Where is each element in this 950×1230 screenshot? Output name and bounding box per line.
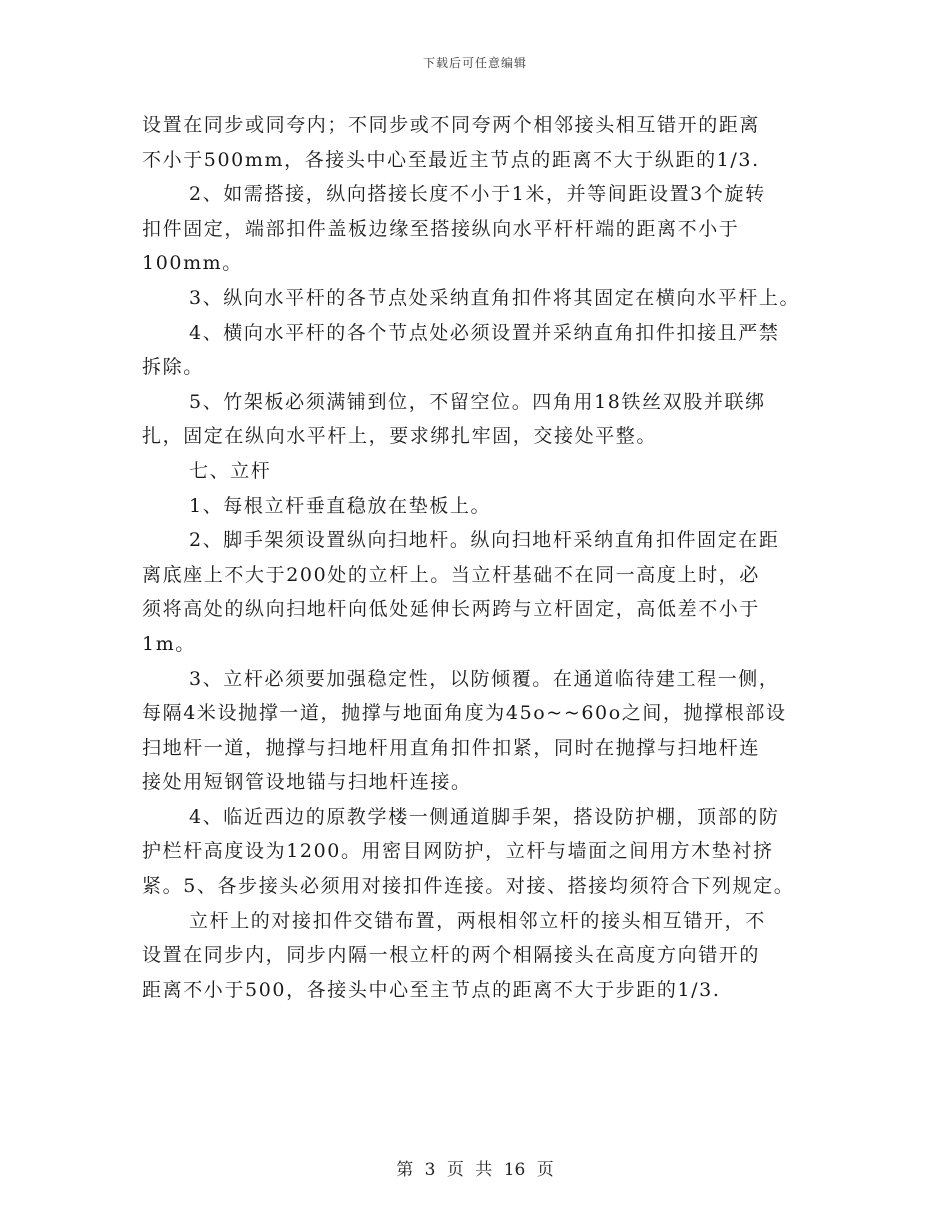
text-line: 3、纵向水平杆的各节点处采纳直角扣件将其固定在横向水平杆上。	[189, 286, 801, 309]
text-line: 100mm。	[142, 252, 243, 275]
page-number: 第 3 页 共 16 页	[396, 1160, 554, 1180]
text-line: 立杆上的对接扣件交错布置，两根相邻立杆的接头相互错开，不	[189, 909, 766, 932]
text-line: 扣件固定，端部扣件盖板边缘至搭接纵向水平杆杆端的距离不小于	[142, 217, 740, 240]
text-line: 离底座上不大于200处的立杆上。当立杆基础不在同一高度上时，必	[142, 563, 760, 586]
text-line: 不小于500mm，各接头中心至最近主节点的距离不大于纵距的1/3.	[142, 148, 760, 171]
text-line: 2、脚手架须设置纵向扫地杆。纵向扫地杆采纳直角扣件固定在距	[189, 529, 780, 552]
text-line: 5、竹架板必须满铺到位，不留空位。四角用18铁丝双股并联绑	[189, 390, 766, 413]
text-line: 扎，固定在纵向水平杆上，要求绑扎牢固，交接处平整。	[142, 425, 658, 448]
text-line: 4、临近西边的原教学楼一侧通道脚手架，搭设防护棚，顶部的防	[189, 805, 780, 828]
text-line: 紧。5、各步接头必须用对接扣件连接。对接、搭接均须符合下列规定。	[142, 875, 795, 898]
text-line: 拆除。	[142, 356, 204, 379]
text-line: 每隔4米设抛撑一道，抛撑与地面角度为45o~~60o之间，抛撑根部设	[142, 702, 787, 725]
text-line: 须将高处的纵向扫地杆向低处延伸长两跨与立杆固定，高低差不小于	[142, 598, 761, 621]
text-line: 七、立杆	[189, 459, 272, 482]
text-line: 距离不小于500，各接头中心至主节点的距离不大于步距的1/3.	[142, 978, 721, 1001]
text-line: 护栏杆高度设为1200。用密目网防护，立杆与墙面之间用方木垫衬挤	[142, 840, 774, 863]
text-line: 4、横向水平杆的各个节点处必须设置并采纳直角扣件扣接且严禁	[189, 321, 780, 344]
page-header: 下载后可任意编辑	[422, 56, 527, 70]
text-line: 2、如需搭接，纵向搭接长度不小于1米，并等间距设置3个旋转	[189, 183, 766, 206]
text-line: 1、每根立杆垂直稳放在垫板上。	[189, 494, 492, 517]
text-line: 3、立杆必须要加强稳定性，以防倾覆。在通道临待建工程一侧，	[189, 667, 780, 690]
text-line: 接处用短钢管设地锚与扫地杆连接。	[142, 771, 472, 794]
text-line: 设置在同步或同夸内；不同步或不同夸两个相邻接头相互错开的距离	[142, 114, 761, 136]
text-line: 扫地杆一道，抛撑与扫地杆用直角扣件扣紧，同时在抛撑与扫地杆连	[142, 736, 761, 759]
document-body	[142, 108, 832, 1007]
text-line: 设置在同步内，同步内隔一根立杆的两个相隔接头在高度方向错开的	[142, 944, 761, 967]
text-line: 1m。	[142, 632, 196, 655]
